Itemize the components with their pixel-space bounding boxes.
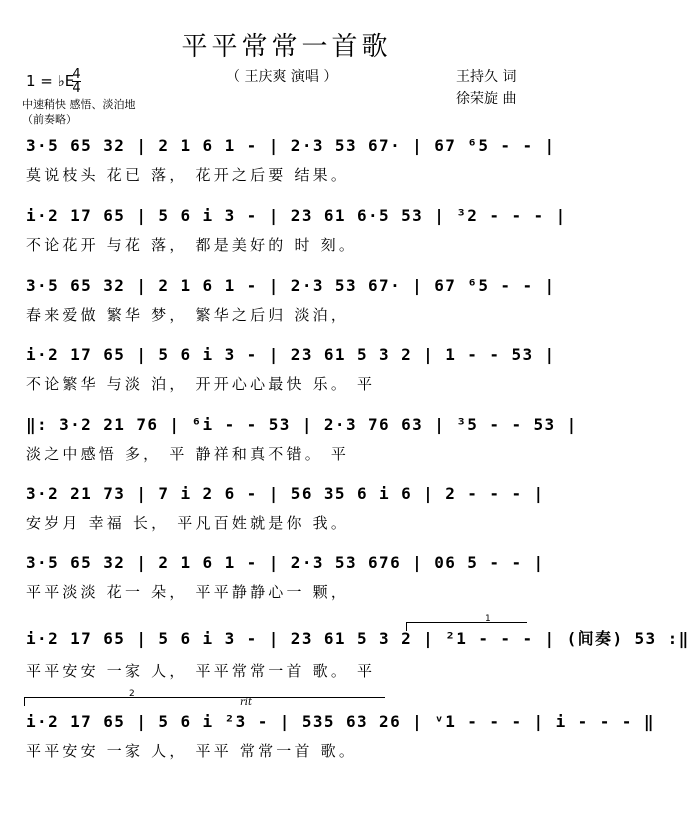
lyric-row: 淡之中感悟 多， 平 静祥和真不错。 平 — [26, 445, 350, 463]
notation-row: i·2 17 65 | 5 6 i 3 - | 23 61 5 3 2 | 1 - - 53 | — [26, 345, 556, 364]
notation-row: 3·2 21 73 | 7 i 2 6 - | 56 35 6 i 6 | 2 - - - | — [26, 484, 545, 503]
composer-credit: 徐荣旋 曲 — [456, 91, 517, 107]
lyric-row: 平平安安 一家 人， 平平 常常一首 歌。 — [26, 742, 358, 760]
lyric-row: 不论繁华 与淡 泊， 开开心心最快 乐。 平 — [26, 375, 376, 393]
first-ending-bracket: 1 — [406, 622, 527, 631]
lyric-row: 不论花开 与花 落， 都是美好的 时 刻。 — [26, 236, 358, 254]
second-ending-bracket: 2 — [24, 697, 385, 706]
prelude-note: （前奏略） — [22, 113, 77, 126]
lyric-row: 平平安安 一家 人， 平平常常一首 歌。 平 — [26, 662, 376, 680]
notation-row: ‖: 3·2 21 76 | ⁶i - - 53 | 2·3 76 63 | ³5 - - 53 | — [26, 415, 578, 434]
lyric-row: 平平淡淡 花一 朵， 平平静静心一 颗， — [26, 583, 350, 601]
notation-row: i·2 17 65 | 5 6 i 3 - | 23 61 5 3 2 | ²1 - - - | (间奏) 53 :‖ — [26, 629, 690, 648]
lyricist-credit: 王持久 词 — [456, 69, 517, 85]
notation-row: 3·5 65 32 | 2 1 6 1 - | 2·3 53 67· | 67 ⁶5 - - | — [26, 136, 556, 155]
lyric-row: 安岁月 幸福 长， 平凡百姓就是你 我。 — [26, 514, 350, 532]
time-signature: 4 4 — [72, 67, 81, 96]
notation-row: 3·5 65 32 | 2 1 6 1 - | 2·3 53 676 | 06 5 - - | — [26, 553, 545, 572]
singer-credit: （ 王庆爽 演唱 ） — [226, 69, 338, 85]
lyric-row: 春来爱做 繁华 梦， 繁华之后归 淡泊， — [26, 306, 350, 324]
notation-row: i·2 17 65 | 5 6 i 3 - | 23 61 6·5 53 | ³2 - - - | — [26, 206, 567, 225]
notation-row: i·2 17 65 | 5 6 i ²3 - | 535 63 26 | ᵛ1 - - - | i - - - ‖ — [26, 712, 655, 731]
notation-row: 3·5 65 32 | 2 1 6 1 - | 2·3 53 67· | 67 ⁶5 - - | — [26, 276, 556, 295]
lyric-row: 莫说枝头 花已 落， 花开之后要 结果。 — [26, 166, 350, 184]
song-title: 平平常常一首歌 — [181, 32, 392, 62]
tempo-marking: 中速稍快 感悟、淡泊地 — [22, 98, 136, 111]
ritardando-marking: rit — [240, 697, 252, 708]
key-signature: 1 = ♭E — [26, 72, 75, 90]
